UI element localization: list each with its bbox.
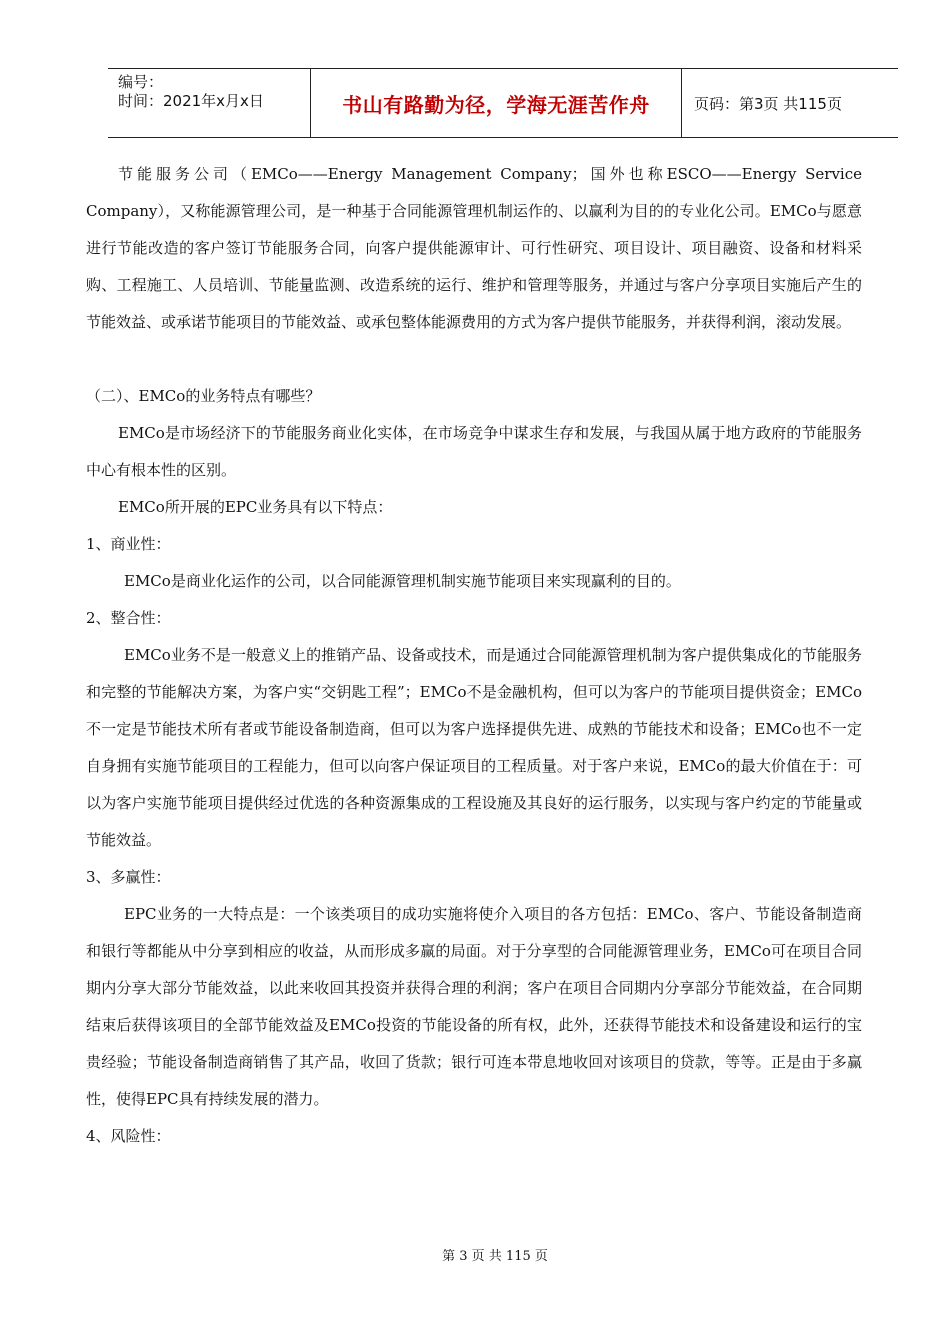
header-meta bbox=[108, 69, 310, 137]
page-footer: 第 3 页 共 115 页 bbox=[442, 1249, 548, 1264]
paragraph: EMCo是市场经济下的节能服务商业化实体，在市场竞争中谋求生存和发展，与我国从属于地方政府的节能服务中心有根本性的区别。 bbox=[86, 424, 862, 479]
paragraph: EMCo业务不是一般意义上的推销产品、设备或技术，而是通过合同能源管理机制为客户提供集成化的节能服务和完整的节能解决方案，为客户实“交钥匙工程”；EMCo不是金融机构，但可以为客户的节能项目提供资金；EMCo不一定是节能技术所有者或节能设备制造商，但可以为客户选择提供先进、成熟的节能技术和设备；EMCo也不一定自身拥有实施节能项目的工程能力，但可以向客户保证项目的工程质量。对于客户来说，EMCo的最大价值在于：可以为客户实施节能项目提供经过优选的各种资源集成的工程设施及其良好的运行服务，以实现与客户约定的节能量或节能效益。 bbox=[86, 646, 862, 849]
list-heading-3: 3、多赢性： bbox=[86, 868, 171, 886]
header-motto-cell bbox=[310, 69, 682, 137]
document-body bbox=[86, 156, 862, 1155]
paragraph: EPC业务的一大特点是：一个该类项目的成功实施将使介入项目的各方包括：EMCo、客户、节能设备制造商和银行等都能从中分享到相应的收益，从而形成多赢的局面。对于分享型的合同能源管理业务，EMCo可在项目合同期内分享大部分节能效益，以此来收回其投资并获得合理的利润；客户在项目合同期内分享部分节能效益，在合同期结束后获得该项目的全部节能效益及EMCo投资的节能设备的所有权，此外，还获得节能技术和设备建设和运行的宝贵经验；节能设备制造商销售了其产品，收回了货款；银行可连本带息地收回对该项目的贷款，等等。正是由于多赢性，使得EPC具有持续发展的潜力。 bbox=[86, 905, 862, 1108]
header-motto: 书山有路勤为径，学海无涯苦作舟 bbox=[342, 92, 650, 117]
header-page-cell bbox=[682, 69, 898, 137]
document-time: 时间：2021年x月x日 bbox=[118, 92, 264, 110]
section-heading: （二）、EMCo的业务特点有哪些？ bbox=[86, 387, 321, 405]
page-header bbox=[108, 68, 898, 138]
paragraph: EMCo是商业化运作的公司，以合同能源管理机制实施节能项目来实现赢利的目的。 bbox=[124, 572, 681, 590]
paragraph-intro: 节能服务公司（EMCo——Energy Management Company；国外也称ESCO——Energy Service Company），又称能源管理公司，是一种基于合同能源管理机制运作的、以赢利为目的的专业化公司。EMCo与愿意进行节能改造的客户签订节能服务合同，向客户提供能源审计、可行性研究、项目设计、项目融资、设备和材料采购、工程施工、人员培训、节能量监测、改造系统的运行、维护和管理等服务，并通过与客户分享项目实施后产生的节能效益、或承诺节能项目的节能效益、或承包整体能源费用的方式为客户提供节能服务，并获得利润，滚动发展。 bbox=[86, 165, 862, 331]
list-heading-1: 1、商业性： bbox=[86, 535, 171, 553]
paragraph: EMCo所开展的EPC业务具有以下特点： bbox=[118, 498, 393, 516]
document-number-label: 编号： bbox=[118, 73, 164, 91]
list-heading-4: 4、风险性： bbox=[86, 1127, 171, 1145]
list-heading-2: 2、整合性： bbox=[86, 609, 171, 627]
header-page-info: 页码：第3页 共115页 bbox=[694, 94, 842, 113]
